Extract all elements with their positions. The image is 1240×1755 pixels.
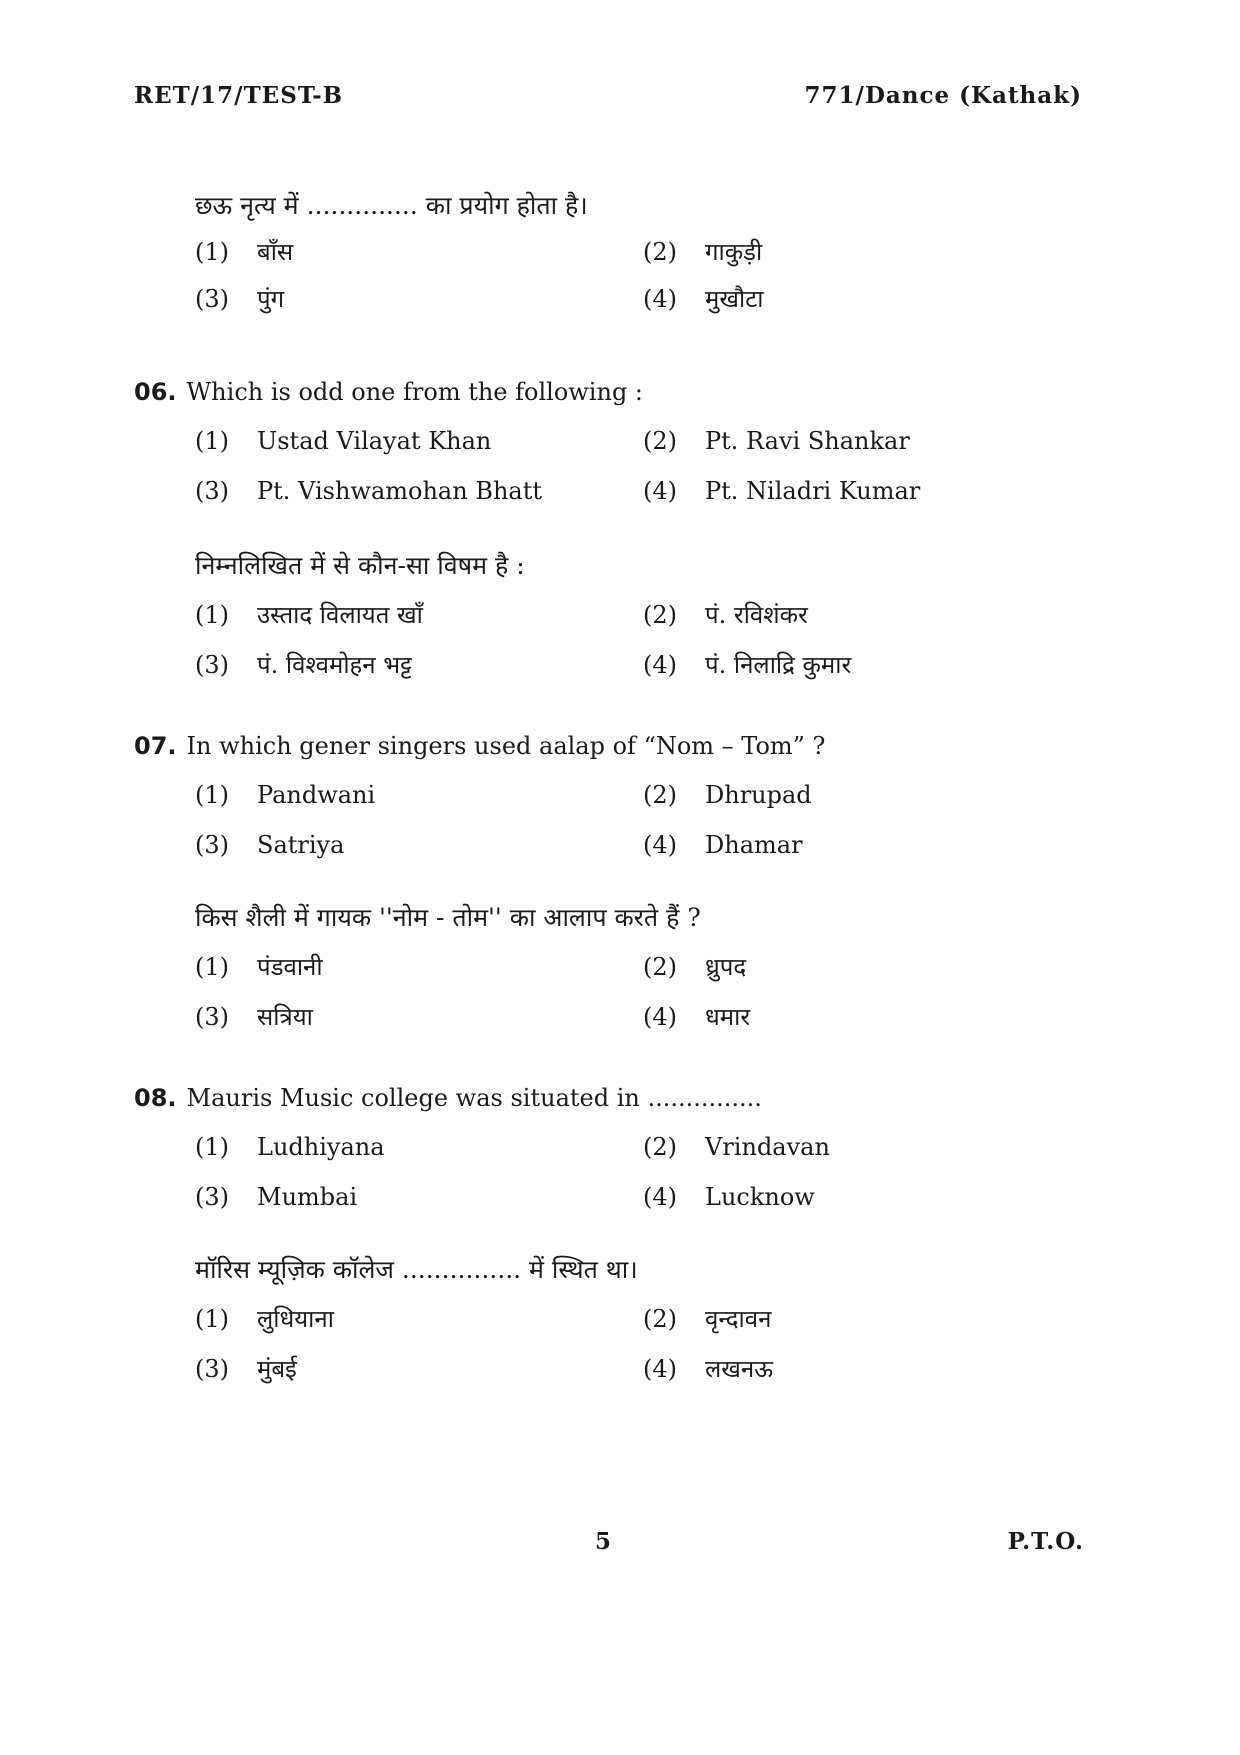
q5-hindi-question: छऊ नृत्य में .............. का प्रयोग होता है।	[195, 191, 588, 220]
q6-hindi-option-4: (4) पं. निलाद्रि कुमार	[643, 651, 852, 679]
q8-hindi-question: मॉरिस म्यूज़िक कॉलेज ............... में स्थित था।	[195, 1255, 638, 1284]
q7-question: 07. In which gener singers used aalap of “Nom – Tom” ?	[134, 732, 826, 760]
q5-option-2: (2) गाकुड़ी	[643, 238, 763, 266]
paper-code: RET/17/TEST-B	[134, 82, 344, 109]
q6-option-4: (4) Pt. Niladri Kumar	[643, 477, 921, 505]
q6-hindi-question: निम्नलिखित में से कौन-सा विषम है :	[195, 551, 525, 580]
q6-hindi-option-3: (3) पं. विश्वमोहन भट्ट	[195, 651, 412, 679]
q7-hindi-option-1: (1) पंडवानी	[195, 953, 323, 981]
q8-option-2: (2) Vrindavan	[643, 1133, 830, 1161]
q6-option-3: (3) Pt. Vishwamohan Bhatt	[195, 477, 543, 505]
q7-hindi-option-2: (2) ध्रुपद	[643, 953, 747, 981]
q6-hindi-option-1: (1) उस्ताद विलायत खाँ	[195, 601, 423, 629]
q8-hindi-option-1: (1) लुधियाना	[195, 1305, 334, 1333]
page-number: 5	[595, 1528, 612, 1555]
q8-hindi-option-2: (2) वृन्दावन	[643, 1305, 772, 1333]
q5-option-1: (1) बाँस	[195, 238, 294, 266]
q7-hindi-option-3: (3) सत्रिया	[195, 1003, 313, 1031]
q6-hindi-option-2: (2) पं. रविशंकर	[643, 601, 808, 629]
q6-option-2: (2) Pt. Ravi Shankar	[643, 427, 910, 455]
q8-option-4: (4) Lucknow	[643, 1183, 815, 1211]
q7-hindi-question: किस शैली में गायक ''नोम - तोम'' का आलाप करते हैं ?	[195, 903, 701, 932]
q8-question: 08. Mauris Music college was situated in ...............	[134, 1084, 762, 1112]
q8-hindi-option-4: (4) लखनऊ	[643, 1355, 774, 1383]
q5-option-4: (4) मुखौटा	[643, 285, 764, 313]
please-turn-over: P.T.O.	[1007, 1528, 1084, 1555]
q6-option-1: (1) Ustad Vilayat Khan	[195, 427, 492, 455]
subject-code: 771/Dance (Kathak)	[804, 82, 1082, 109]
q8-option-1: (1) Ludhiyana	[195, 1133, 385, 1161]
q8-option-3: (3) Mumbai	[195, 1183, 358, 1211]
q7-option-1: (1) Pandwani	[195, 781, 376, 809]
q7-hindi-option-4: (4) धमार	[643, 1003, 751, 1031]
q6-question: 06. Which is odd one from the following :	[134, 378, 644, 406]
q7-option-2: (2) Dhrupad	[643, 781, 812, 809]
q7-option-3: (3) Satriya	[195, 831, 345, 859]
q8-hindi-option-3: (3) मुंबई	[195, 1355, 297, 1383]
q7-option-4: (4) Dhamar	[643, 831, 803, 859]
q5-option-3: (3) पुंग	[195, 285, 285, 313]
